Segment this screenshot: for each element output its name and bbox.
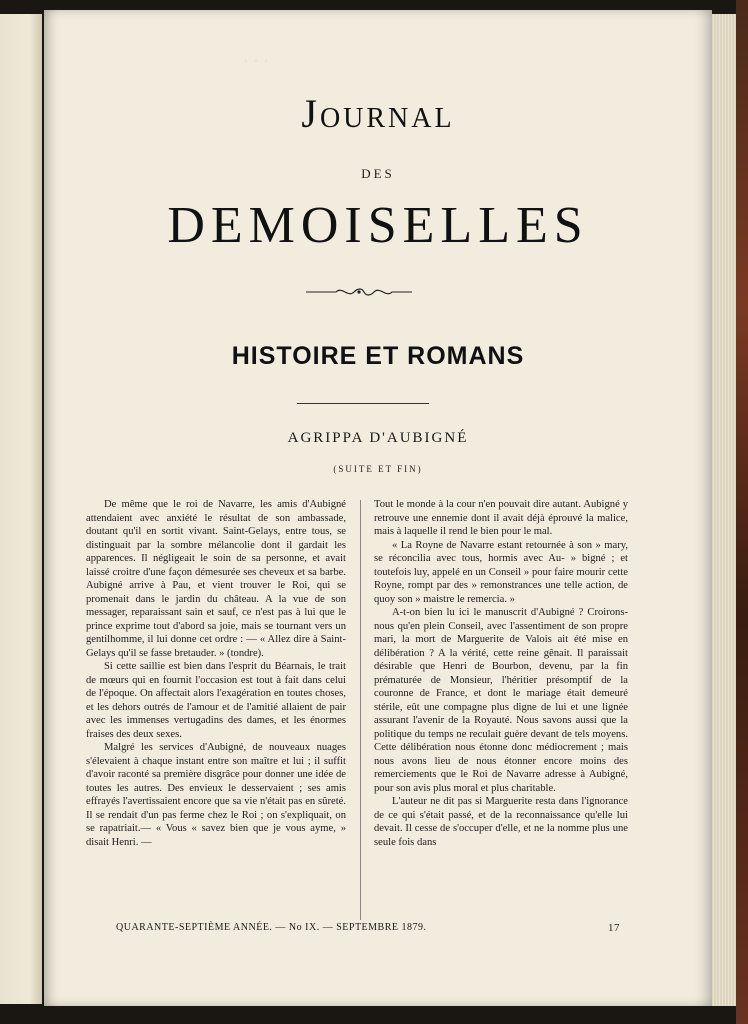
book-cover-edge — [736, 0, 748, 1024]
issue-line: QUARANTE-SEPTIÈME ANNÉE. — No IX. — SEPTEMBRE 1879. — [116, 922, 427, 933]
article-subtitle: (SUITE ET FIN) — [333, 464, 423, 474]
paragraph: Tout le monde à la cour n'en pouvait dire autant. Aubigné y retrouve une ennemie dont il avait déjà éprouvé la malice, mais à laquelle il rend le bien pour le mal. — [374, 499, 628, 537]
right-column — [374, 498, 628, 849]
paragraph: L'auteur ne dit pas si Marguerite resta dans l'ignorance de ce qui s'était passé, et de la reconnaissance qu'elle lui devait. Il cesse de s'occuper d'elle, et ne la nomme plus une seule fois dans — [374, 796, 628, 848]
section-rule — [297, 403, 429, 404]
page-number: 17 — [608, 922, 620, 934]
page-footer — [116, 922, 620, 933]
left-column — [86, 498, 346, 849]
ornament-divider-icon — [306, 286, 412, 298]
paragraph: De même que le roi de Navarre, les amis d'Aubigné attendaient avec anxiété le résultat de son ambassade, doutant qu'il en sortit vivant. Saint-Gelays, entre tous, se distinguait par la sombre mélancolie dont il gardait les apparences. Il négligeait le soin de sa personne, et avait laissé croitre d'une façon démesurée ses cheveux et sa barbe. Aubigné arrive à Pau, et vient trouver le Roi, qui se promenait dans le jardin du château. A la vue de son messager, reparaissant sain et sauf, ce n'est pas à lui que le prince exprime tout d'abord sa joie, mais se tournant vers un gentilhomme, il lui donne cet ordre : — « Allez dire à Saint-Gelays qu'il se fasse bretauder. » (tondre). — [86, 499, 346, 659]
section-title: HISTOIRE ET ROMANS — [231, 342, 525, 370]
previous-page-edge — [0, 14, 42, 1004]
article-title: AGRIPPA D'AUBIGNÉ — [287, 430, 469, 446]
paragraph: A-t-on bien lu ici le manuscrit d'Aubigné ? Croirons-nous qu'en plein Conseil, avec l'assentiment de son propre mari, la mort de Marguerite de Valois ait été mise en délibération ? A la vérité, cette reine gênait. Il paraissait désirable que Henri de Bourbon, devenu, par la fin prématurée de Monsieur, l'héritier présomptif de la couronne de France, et dont le mariage était demeuré stérile, eût une compagne plus digne de lui et une lignée assurant l'avenir de la Royauté. Nous savons aussi que la politique du temps ne reculait guère devant de tels moyens. Cette délibération nous étonne donc médiocrement ; mais nous avons lieu de nous étonner encore moins des remerciements que le Roi de Navarre adresse à Aubigné, pour son avis plus moral et plus charitable. — [374, 607, 628, 794]
column-divider — [360, 500, 361, 920]
masthead-des: DES — [361, 166, 395, 181]
paragraph: Malgré les services d'Aubigné, de nouveaux nuages s'élevaient à chaque instant entre son maître et lui ; il suffit d'avoir raconté sa première disgrâce pour donner une idée de toutes les autres. Des envieux le desservaient ; ses amis effrayés l'avertissaient encore que sa vie n'était pas en sûreté. Il se rendait d'un pas ferme chez le Roi ; on s'expliquait, on se rapatriait.— « Vous « savez bien que je vous ayme, » disait Henri. — — [86, 742, 346, 848]
page-stack-edge — [712, 14, 736, 1006]
quotation: « La Royne de Navarre estant retournée à son » mary, se réconcilia avec tous, hormis avec Au- » bigné ; et toutefois luy, appelé en un Conseil » pour faire mourir cette Royne, rompt par des » remonstrances une telle action, de quoy son » maistre le remercia. » — [374, 539, 628, 605]
bleed-through-text: ◦ ◦ ◦ — [244, 56, 270, 67]
journal-page — [44, 10, 712, 1006]
masthead-demoiselles: DEMOISELLES — [167, 197, 589, 254]
paragraph: Si cette saillie est bien dans l'esprit du Béarnais, le trait de mœurs qui en fournit l'occasion est tout à fait dans celui de l'époque. On affectait alors l'exagération en toutes choses, et les dehors outrés de l'amour et de l'amitié allaient de pair avec les immenses vertugadins des dames, et les énormes fraises des deux sexes. — [86, 661, 346, 740]
masthead-journal: Journal — [301, 91, 455, 136]
